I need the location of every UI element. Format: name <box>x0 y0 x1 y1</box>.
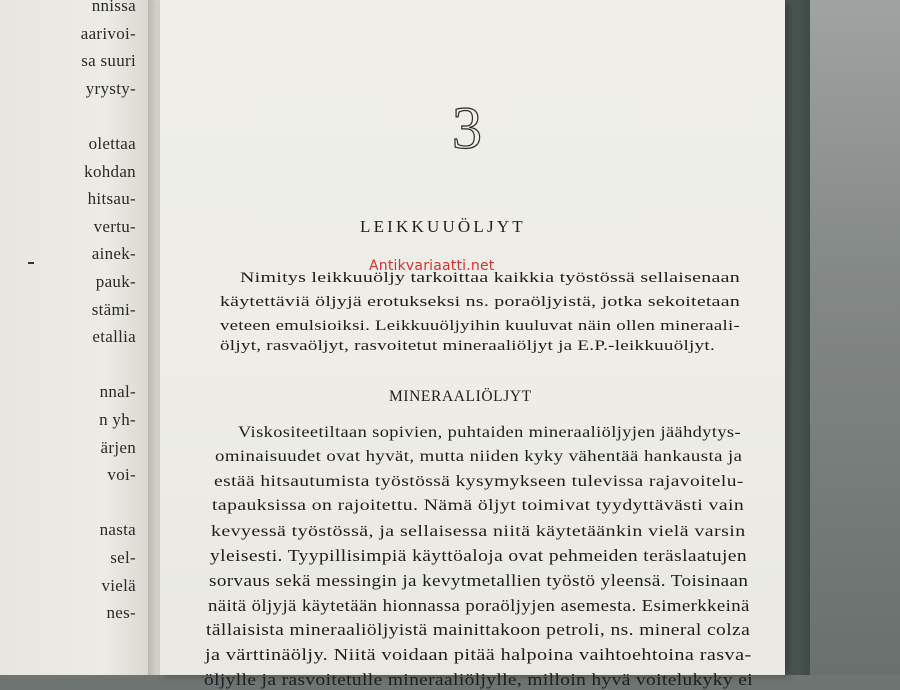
chapter-title: LEIKKUUÖLJYT <box>360 217 526 236</box>
intro-line: Nimitys leikkuuöljy tarkoittaa kaikkia työstössä sellaisenaan <box>240 270 740 286</box>
left-page-line: olettaa <box>88 134 136 153</box>
body-line: öljylle ja rasvoitetulle mineraaliöljylle, milloin hyvä voitelukyky ei <box>204 670 753 689</box>
left-page-line: voi- <box>107 465 136 485</box>
ink-speck <box>28 262 34 264</box>
body-line: Viskositeetiltaan sopivien, puhtaiden mineraaliöljyjen jäähdytys- <box>238 424 741 441</box>
left-page-line: vielä <box>101 575 136 595</box>
body-line: sorvaus sekä messingin ja kevytmetallien työstö yleensä. Toisinaan <box>208 570 749 590</box>
left-page-line: aarivoi- <box>80 23 136 43</box>
body-line: tällaisista mineraaliöljyistä mainittakoon petroli, ns. mineral colza <box>206 620 751 640</box>
left-page-line: kohdan <box>84 161 136 181</box>
right-page <box>160 0 785 689</box>
body-line: estää hitsautumista työstössä kysymykseen tulevissa rajavoitelu- <box>213 472 744 490</box>
body-line: tapauksissa on rajoitettu. Nämä öljyt toimivat tyydyttävästi vain <box>212 497 745 515</box>
section-heading: MINERAALIÖLJYT <box>389 388 532 405</box>
chapter-number: 3 <box>452 95 482 161</box>
body-line: yleisesti. Tyypillisimpiä käyttöaloja ovat pehmeiden teräslaatujen <box>210 546 747 566</box>
intro-line: veteen emulsioiksi. Leikkuuöljyihin kuuluvat näin ollen mineraali- <box>220 318 740 334</box>
watermark: Antikvariaatti.net <box>369 258 495 274</box>
left-page-line: vertu- <box>93 216 136 236</box>
left-page-line: etallia <box>92 327 136 347</box>
left-page <box>0 0 150 675</box>
left-page-line: ärjen <box>100 437 136 457</box>
left-page-line: nnissa <box>91 0 136 15</box>
left-page-line: nnal- <box>99 382 136 402</box>
left-page-line: pauk- <box>95 272 136 291</box>
left-page-line: sel- <box>110 548 136 567</box>
left-page-line: sa suuri <box>81 51 136 71</box>
intro-line: käytettäviä öljyjä erotukseksi ns. poraöljyistä, jotka sekoitetaan <box>220 294 740 310</box>
body-line: ja värttinäöljy. Niitä voidaan pitää halpoina vaihtoehtoina rasva- <box>205 645 752 665</box>
left-page-line: hitsau- <box>87 189 136 209</box>
left-page-line: stämi- <box>91 299 136 319</box>
left-page-line: yrysty- <box>85 78 136 98</box>
body-line: näitä öljyjä käytetään hionnassa poraöljyjen asemesta. Esimerkkeinä <box>207 595 750 615</box>
left-page-line: nasta <box>99 520 136 540</box>
intro-line: öljyt, rasvaöljyt, rasvoitetut mineraaliöljyt ja E.P.-leikkuuöljyt. <box>220 338 715 354</box>
left-page-line: n yh- <box>99 410 136 429</box>
body-line: ominaisuudet ovat hyvät, mutta niiden kyky vähentää hankausta ja <box>214 448 743 466</box>
left-page-line: ainek- <box>91 244 136 264</box>
body-line: kevyessä työstössä, ja sellaisessa niitä käytetäänkin vielä varsin <box>211 521 746 540</box>
left-page-line: nes- <box>106 603 136 623</box>
